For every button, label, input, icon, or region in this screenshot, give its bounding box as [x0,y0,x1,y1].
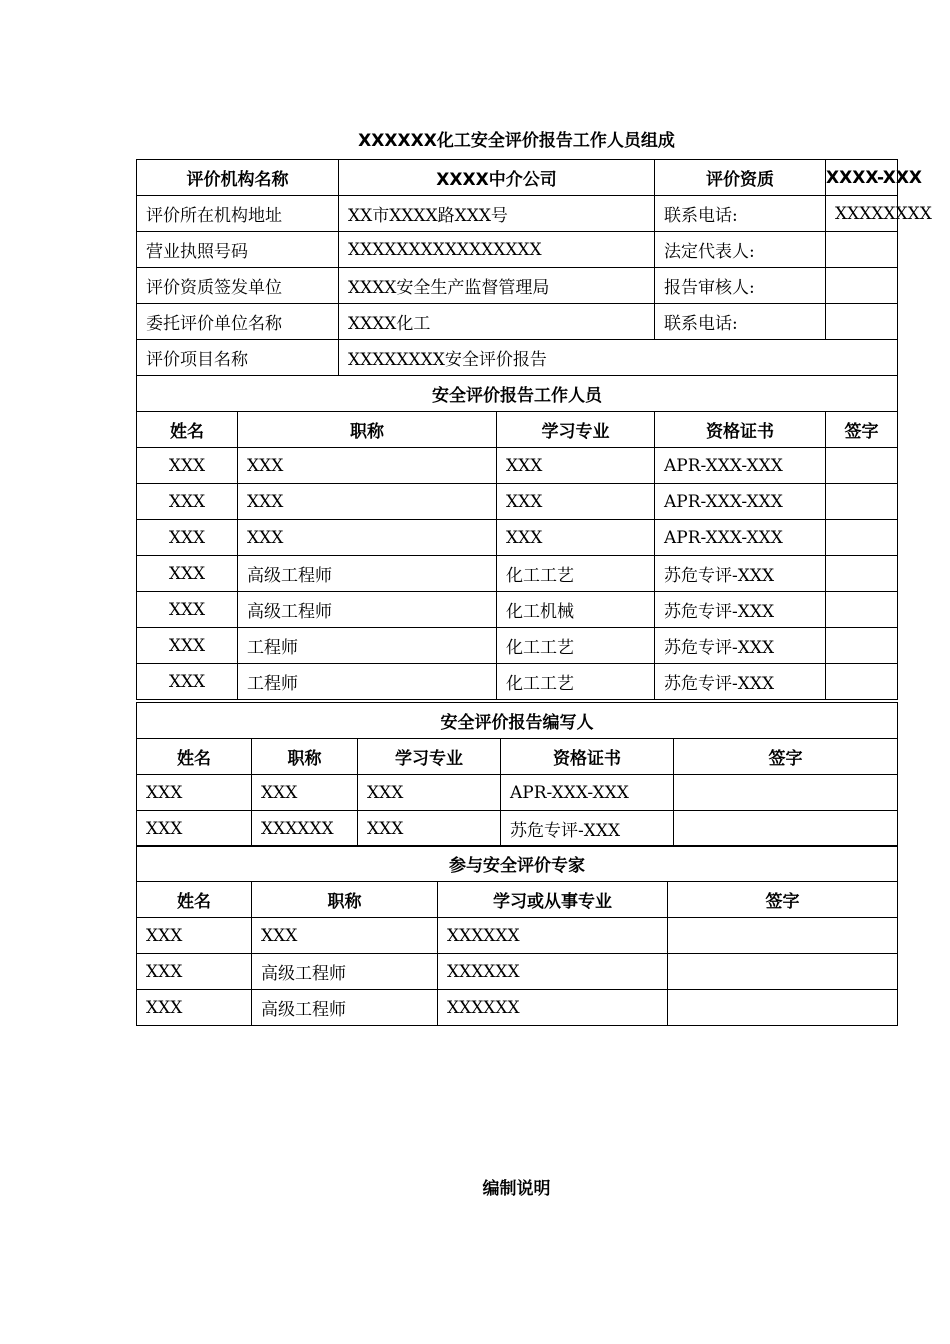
org-row-label: 营业执照号码 [137,232,339,268]
table-cell: 苏危专评-XXX [655,592,826,628]
table-cell: XXX [137,556,238,592]
table-cell: XXXXXX [438,918,668,954]
org-header-row [137,160,898,196]
table-cell: XXX [238,484,497,520]
staff-header-title: 职称 [238,412,497,448]
table-row [137,954,898,990]
org-staff-table [136,159,932,700]
org-row [137,232,898,268]
project-label: 评价项目名称 [137,340,339,376]
org-row-label2: 联系电话: [655,196,826,232]
compilation-notes-title: 编制说明 [482,1179,551,1199]
org-row-label: 委托评价单位名称 [137,304,339,340]
org-row-value2 [826,232,898,268]
table-cell [674,811,898,847]
table-cell: XXXXXX [252,811,358,847]
table-cell: 化工工艺 [497,556,655,592]
table-cell [826,448,898,484]
org-name-label: 评价机构名称 [137,160,339,196]
table-cell: XXX [137,954,252,990]
staff-header-major: 学习专业 [497,412,655,448]
table-cell: XXX [137,592,238,628]
experts-table [136,845,898,1026]
org-row-value2: XXXXXXXX [826,196,898,232]
org-row [137,304,898,340]
table-cell: XXXXXX [438,990,668,1026]
table-cell: XXX [497,448,655,484]
experts-section-title-row [137,846,898,882]
table-cell: XXX [137,775,252,811]
table-cell: APR-XXX-XXX [501,775,674,811]
experts-header-row [137,882,898,918]
qualification-value: XXXX-XXX [826,160,898,196]
org-row-label2: 法定代表人: [655,232,826,268]
table-row [137,520,898,556]
table-cell: 高级工程师 [252,954,438,990]
table-cell: XXX [137,811,252,847]
table-row [137,918,898,954]
table-cell: XXX [252,775,358,811]
table-cell: XXX [238,520,497,556]
table-cell [826,664,898,700]
table-cell: 高级工程师 [252,990,438,1026]
org-row-label: 评价所在机构地址 [137,196,339,232]
table-cell: 工程师 [238,628,497,664]
table-cell [674,775,898,811]
writers-header-major: 学习专业 [358,739,501,775]
table-cell: XXX [497,484,655,520]
table-cell: 化工工艺 [497,628,655,664]
org-row-value: XXXX安全生产监督管理局 [339,268,655,304]
table-cell: APR-XXX-XXX [655,520,826,556]
project-value: XXXXXXXX安全评价报告 [339,340,898,376]
staff-rows [137,448,898,700]
table-cell: XXX [238,448,497,484]
table-cell: 苏危专评-XXX [655,628,826,664]
qualification-label: 评价资质 [655,160,826,196]
staff-section-title-row [137,376,898,412]
table-row [137,775,898,811]
table-cell: 高级工程师 [238,592,497,628]
table-cell: 化工机械 [497,592,655,628]
table-cell: 苏危专评-XXX [501,811,674,847]
project-row [137,340,898,376]
experts-section-title: 参与安全评价专家 [137,846,898,882]
table-cell: 高级工程师 [238,556,497,592]
writers-rows [137,775,898,847]
table-row [137,556,898,592]
table-cell [826,484,898,520]
table-row [137,448,898,484]
staff-section-title: 安全评价报告工作人员 [137,376,898,412]
table-row [137,592,898,628]
org-row-value2 [826,304,898,340]
table-cell: XXX [358,775,501,811]
table-cell: XXXXXX [438,954,668,990]
staff-header-sign: 签字 [826,412,898,448]
org-row-value: XXXXXXXXXXXXXXXX [339,232,655,268]
writers-header-name: 姓名 [137,739,252,775]
org-row-value: XXXX化工 [339,304,655,340]
writers-section-title-row [137,703,898,739]
org-row-label2: 联系电话: [655,304,826,340]
table-cell: XXX [252,918,438,954]
table-cell: XXX [137,990,252,1026]
writers-table [136,702,898,847]
table-row [137,628,898,664]
table-cell [668,990,898,1026]
org-row-label: 评价资质签发单位 [137,268,339,304]
table-row [137,664,898,700]
table-cell: 苏危专评-XXX [655,664,826,700]
experts-rows [137,918,898,1026]
table-cell: 化工工艺 [497,664,655,700]
experts-header-title: 职称 [252,882,438,918]
table-cell: XXX [137,448,238,484]
table-cell [668,918,898,954]
writers-header-title: 职称 [252,739,358,775]
staff-header-name: 姓名 [137,412,238,448]
experts-header-major: 学习或从事专业 [438,882,668,918]
table-cell: APR-XXX-XXX [655,484,826,520]
writers-header-row [137,739,898,775]
table-cell: XXX [137,664,238,700]
table-cell: XXX [137,628,238,664]
org-row-label2: 报告审核人: [655,268,826,304]
table-cell: XXX [358,811,501,847]
staff-header-row [137,412,898,448]
table-cell [826,592,898,628]
table-cell: XXX [137,520,238,556]
org-row-value: XX市XXXX路XXX号 [339,196,655,232]
table-row [137,484,898,520]
writers-header-sign: 签字 [674,739,898,775]
table-cell: XXX [137,484,238,520]
org-row [137,196,898,232]
writers-header-cert: 资格证书 [501,739,674,775]
experts-header-name: 姓名 [137,882,252,918]
org-row-value2 [826,268,898,304]
org-name-value: XXXX中介公司 [339,160,655,196]
table-row [137,811,898,847]
writers-section-title: 安全评价报告编写人 [137,703,898,739]
table-cell [668,954,898,990]
table-cell: XXX [497,520,655,556]
experts-header-sign: 签字 [668,882,898,918]
org-row [137,268,898,304]
table-cell [826,520,898,556]
table-cell: 工程师 [238,664,497,700]
table-cell: XXX [137,918,252,954]
table-cell: 苏危专评-XXX [655,556,826,592]
table-cell [826,556,898,592]
table-cell: APR-XXX-XXX [655,448,826,484]
document-title: XXXXXX化工安全评价报告工作人员组成 [358,131,675,151]
staff-header-cert: 资格证书 [655,412,826,448]
table-row [137,990,898,1026]
table-cell [826,628,898,664]
